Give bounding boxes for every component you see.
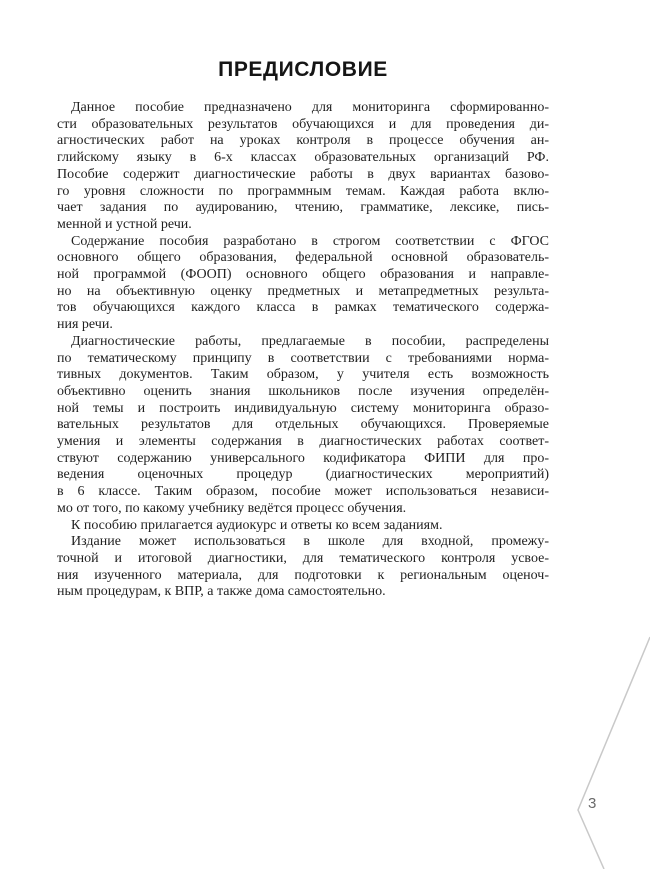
paragraph [57, 234, 549, 334]
text-line: чает задания по аудированию, чтению, грамматике, лексике, пись- [57, 200, 549, 216]
page-heading: ПРЕДИСЛОВИЕ [218, 58, 388, 81]
text-line: ствуют содержанию универсального кодификатора ФИПИ для про- [57, 450, 549, 466]
paragraph [57, 518, 549, 535]
text-line: ной программой (ФООП) основного общего образования и направле- [57, 267, 549, 283]
text-line: объективно оценить знания школьников после изучения определён- [57, 383, 549, 399]
text-line: Данное пособие предназначено для мониторинга сформированно- [71, 100, 549, 115]
text-line: мо от того, по какому учебнику ведётся процесс обучения. [57, 500, 407, 516]
page-number: 3 [588, 795, 597, 812]
text-line: по тематическому принципу в соответствии с требованиями норма- [57, 350, 549, 366]
text-line: вательных результатов для отдельных обучающихся. Проверяемые [57, 417, 549, 433]
text-line: ной темы и построить индивидуальную систему мониторинга образо- [57, 400, 549, 416]
text-line: сти образовательных результатов обучающихся и для проведения ди- [57, 116, 549, 132]
text-line: ния изученного материала, для подготовки к региональным оценоч- [57, 567, 549, 583]
text-line: глийскому языку в 6-х классах образовательных организаций РФ. [57, 150, 549, 166]
text-line: Диагностические работы, предлагаемые в пособии, распределены [71, 333, 549, 349]
text-line: основного общего образования, федеральной основной образователь- [57, 250, 549, 266]
paragraph [57, 534, 549, 601]
text-line: точной и итоговой диагностики, для тематического контроля усвое- [57, 550, 549, 566]
text-line: Содержание пособия разработано в строгом соответствии с ФГОС [71, 233, 549, 249]
corner-decoration-line [578, 637, 650, 869]
text-line: тов обучающихся каждого класса в рамках тематического содержа- [57, 300, 549, 316]
text-line: умения и элементы содержания в диагностических работах соответ- [57, 434, 549, 450]
text-line: тивных документов. Таким образом, у учителя есть возможность [57, 367, 549, 383]
text-line: в 6 классе. Таким образом, пособие может использоваться независи- [57, 484, 549, 500]
text-line: ведения оценочных процедур (диагностических мероприятий) [57, 467, 549, 483]
text-line: К пособию прилагается аудиокурс и ответы ко всем заданиям. [71, 517, 443, 533]
paragraph [57, 334, 549, 518]
text-line: ния речи. [57, 317, 113, 333]
text-line: го уровня сложности по программным темам. Каждая работа вклю- [57, 183, 549, 199]
text-line: Издание может использоваться в школе для входной, промежу- [71, 534, 549, 550]
paragraph [57, 100, 549, 234]
text-line: менной и устной речи. [57, 216, 192, 232]
text-line: Пособие содержит диагностические работы в двух вариантах базово- [57, 166, 549, 182]
body-text-block [57, 100, 549, 601]
text-line: но на объективную оценку предметных и метапредметных результа- [57, 283, 549, 299]
text-line: агностических работ на уроках контроля в процессе обучения ан- [57, 133, 549, 149]
text-line: ным процедурам, к ВПР, а также дома самостоятельно. [57, 584, 386, 600]
